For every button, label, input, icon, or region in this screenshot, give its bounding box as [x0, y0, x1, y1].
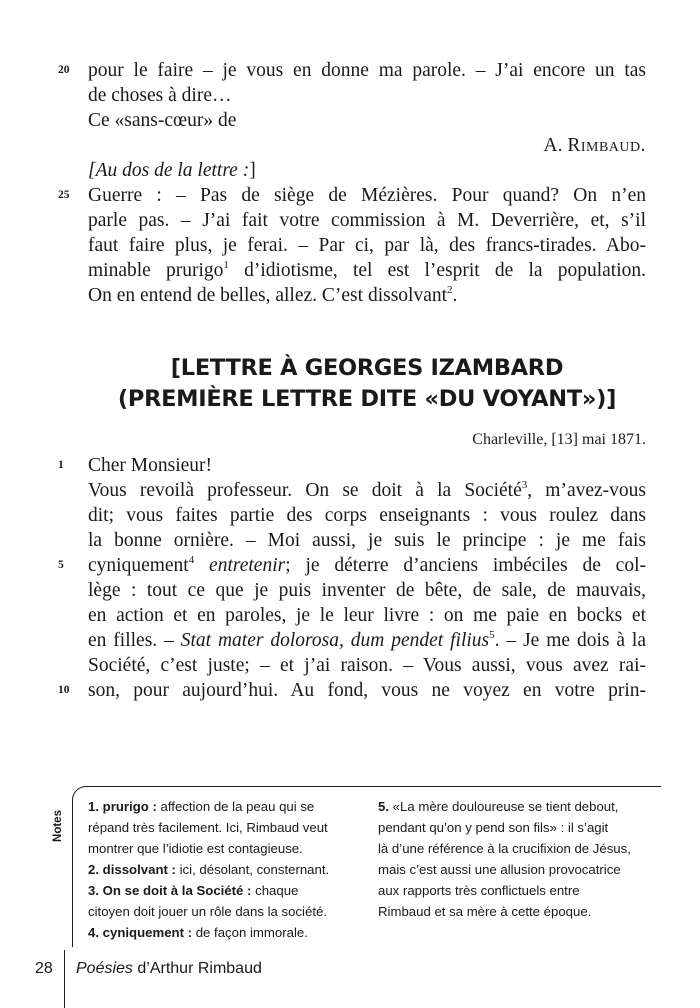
footer-divider — [64, 950, 65, 1008]
latin-quote: Stat mater dolorosa, dum pendet filius — [180, 630, 490, 651]
notes-label — [51, 806, 65, 846]
text-line — [88, 258, 646, 283]
text-line: Guerre : – Pas de siège de Mézières. Pour quand? On n’en — [88, 185, 646, 206]
note-term: 5. — [378, 799, 389, 814]
note-line — [88, 901, 360, 922]
footnote-ref: 2 — [447, 283, 453, 296]
text-line: Cher Monsieur! — [88, 455, 213, 476]
notes-left-column — [88, 796, 360, 943]
note-text: là d’une référence à la crucifixion de Jésus, — [378, 841, 631, 856]
text-line: faut faire plus, je ferai. – Par ci, par là, des francs-tirades. Abo- — [88, 235, 646, 256]
line-number: 1 — [58, 459, 64, 471]
footnote-ref: 4 — [188, 553, 195, 566]
text-line: lège : tout ce que je puis inventer de bête, de sale, de mauvais, — [88, 580, 646, 601]
text-line — [88, 478, 646, 503]
line-number: 25 — [58, 189, 70, 201]
text-line: parle pas. – J’ai fait votre commission à M. Deverrière, et, s’il — [88, 210, 646, 231]
footnote-ref: 3 — [521, 478, 528, 491]
note-term: 1. prurigo : — [88, 799, 157, 814]
text-line: la bonne ornière. – Moi aussi, je suis le principe : je me fais — [88, 530, 646, 551]
note-line — [88, 817, 360, 838]
note-line — [88, 838, 360, 859]
text-line: en action et en paroles, je le leur livre : on me paie en bocks et — [88, 605, 646, 626]
text-line: dit; vous faites partie des corps enseignants : vous roulez dans — [88, 505, 646, 526]
signature-initial: A. — [543, 135, 568, 156]
text-run: , m’avez-vous — [527, 480, 646, 501]
note-line — [378, 901, 658, 922]
text-run: cyniquement — [88, 555, 189, 576]
line-number: 10 — [58, 684, 70, 696]
notes-label-text: Notes — [52, 810, 64, 842]
text-line — [88, 283, 646, 308]
text-line — [88, 553, 646, 578]
note-line — [378, 796, 658, 817]
text-run: On en entend de belles, allez. C’est dissolvant — [88, 285, 448, 306]
notes-right-column — [378, 796, 658, 922]
annotation-line — [88, 158, 646, 183]
note-text: citoyen doit jouer un rôle dans la société. — [88, 904, 327, 919]
text-run: . — [452, 285, 458, 306]
note-text: ici, désolant, consternant. — [175, 862, 330, 877]
note-text: aux rapports très conflictuels entre — [378, 883, 580, 898]
text-run: . – Je me dois à la — [494, 630, 646, 651]
note-line — [378, 859, 658, 880]
text-line: Société, c’est juste; – et j’ai raison. – Vous aussi, vous avez rai- — [88, 655, 646, 676]
annotation-italic: [Au dos de la lettre : — [88, 160, 250, 181]
note-text: montrer que l’idiotie est contagieuse. — [88, 841, 303, 856]
text-line: son, pour aujourd’hui. Au fond, vous ne voyez en votre prin- — [88, 680, 646, 701]
signature — [88, 133, 646, 158]
note-text: affection de la peau qui se — [156, 799, 315, 814]
text-run: minable prurigo — [88, 260, 224, 281]
book-title: Poésies — [76, 960, 133, 977]
annotation-bracket: ] — [249, 160, 256, 181]
text-run: d’idiotisme, tel est l’esprit de la population. — [228, 260, 646, 281]
note-text: chaque — [251, 883, 299, 898]
text-run: Vous revoilà professeur. On se doit à la Société — [88, 480, 522, 501]
page-number: 28 — [35, 960, 53, 977]
letter-title-line-2: (PREMIÈRE LETTRE DITE «DU VOYANT»)] — [117, 386, 617, 412]
note-line — [88, 796, 360, 817]
note-line — [88, 922, 360, 943]
note-term: 4. cyniquement : — [88, 925, 193, 940]
note-text: Rimbaud et sa mère à cette époque. — [378, 904, 592, 919]
note-text: «La mère douloureuse se tient debout, — [389, 799, 619, 814]
italic-run: entretenir — [194, 555, 286, 576]
note-line — [88, 880, 360, 901]
note-text: de façon immorale. — [192, 925, 308, 940]
line-number: 20 — [58, 64, 70, 76]
note-text: répand très facilement. Ici, Rimbaud veut — [88, 820, 328, 835]
line-number: 5 — [58, 559, 64, 571]
note-text: pendant qu’on y pend son fils» : il s’agit — [378, 820, 609, 835]
text-line: pour le faire – je vous en donne ma parole. – J’ai encore un tas — [88, 60, 646, 81]
note-line — [378, 817, 658, 838]
note-line — [378, 880, 658, 901]
note-term: 3. On se doit à la Société : — [88, 883, 252, 898]
text-line: de choses à dire… — [88, 85, 232, 106]
text-run: ; je déterre d’anciens imbéciles de col- — [285, 555, 647, 576]
book-author: d’Arthur Rimbaud — [132, 960, 262, 977]
letter-title-line-1: [LETTRE À GEORGES IZAMBARD — [170, 355, 564, 381]
footnote-ref: 5 — [489, 628, 495, 641]
footnote-ref: 1 — [223, 258, 229, 271]
note-term: 2. dissolvant : — [88, 862, 176, 877]
letter-date: Charleville, [13] mai 1871. — [472, 431, 646, 448]
signature-name: Rimbaud. — [567, 135, 646, 156]
text-run: en filles. – — [88, 630, 181, 651]
text-line — [88, 628, 646, 653]
note-text: mais c’est aussi une allusion provocatrice — [378, 862, 621, 877]
running-title — [76, 960, 262, 978]
text-line: Ce «sans-cœur» de — [88, 110, 237, 131]
note-line — [88, 859, 360, 880]
note-line — [378, 838, 658, 859]
